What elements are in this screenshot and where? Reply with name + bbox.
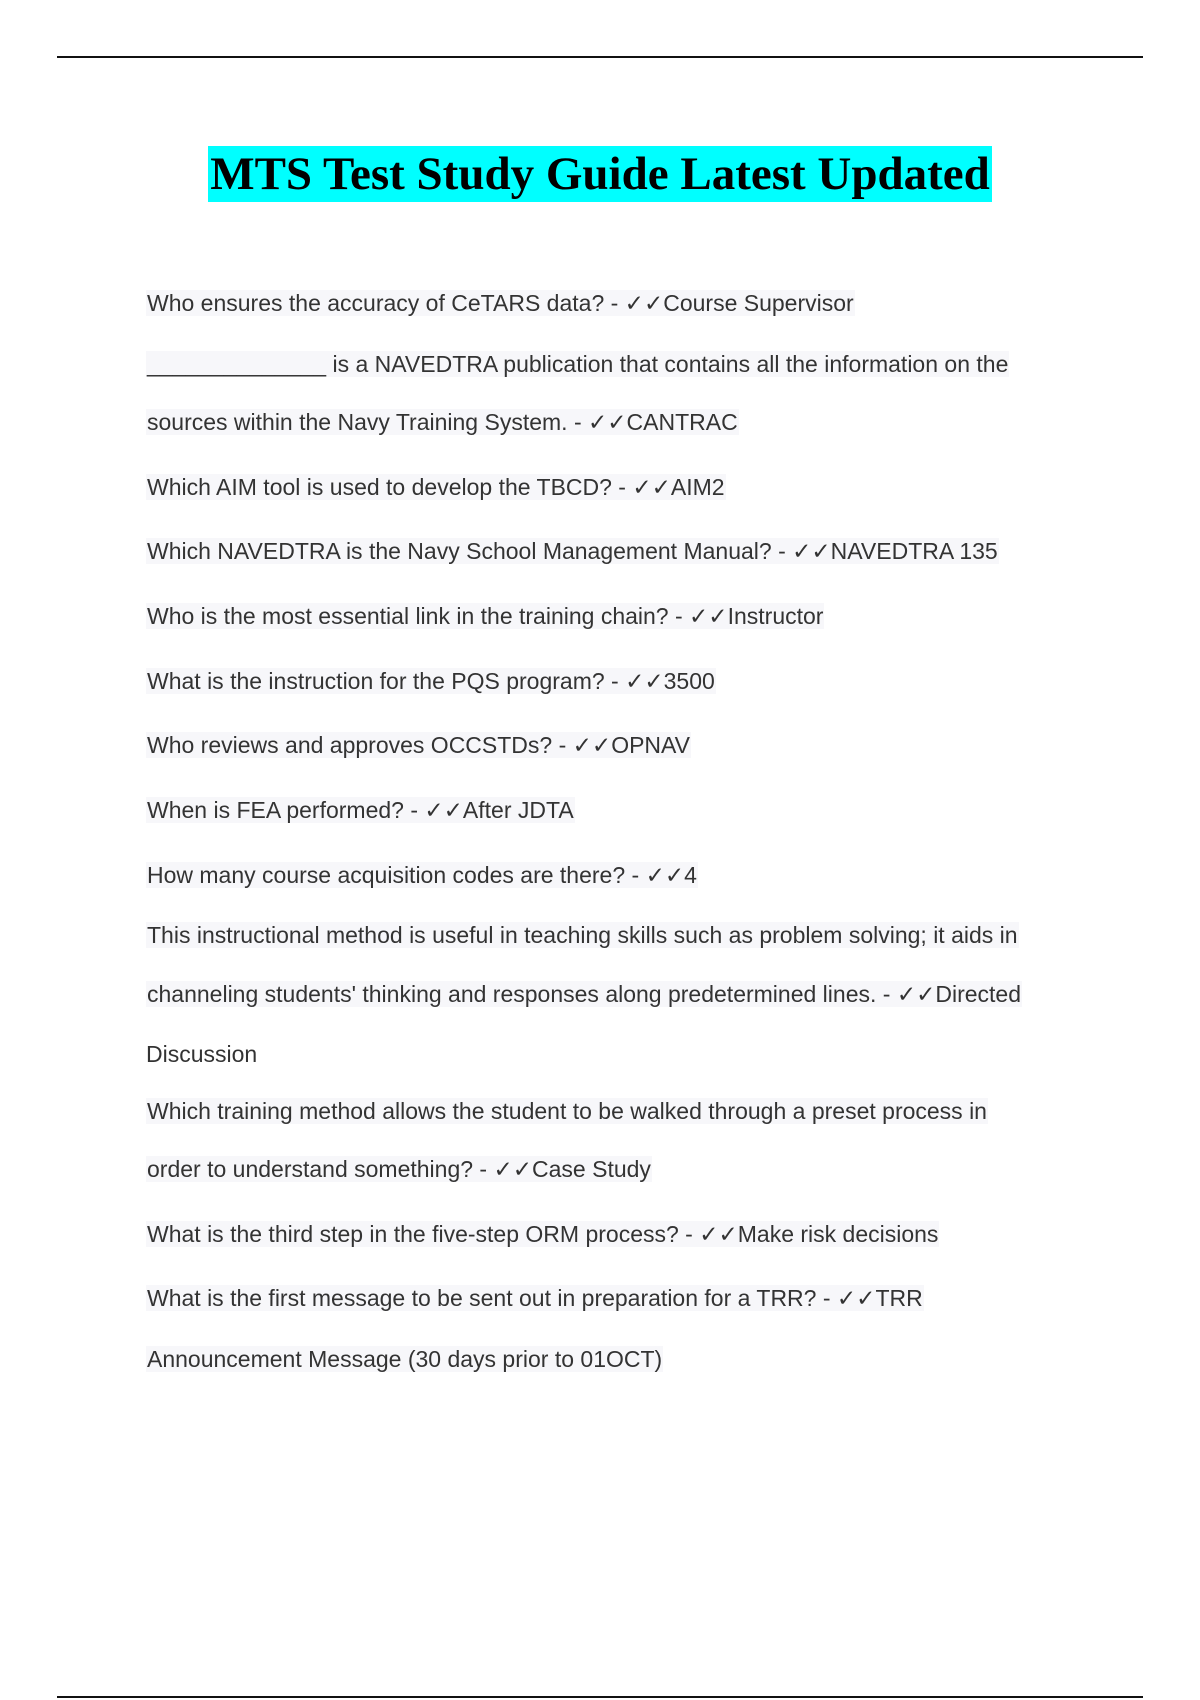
qa-line-text: Who ensures the accuracy of CeTARS data? - ✓✓Course Supervisor — [147, 290, 854, 316]
qa-line-text: Announcement Message (30 days prior to 01OCT) — [147, 1346, 663, 1372]
qa-line-text: channeling students' thinking and responses along predetermined lines. - ✓✓Directed — [147, 981, 1021, 1007]
qa-line-text: Discussion — [146, 1041, 258, 1067]
qa-line-text: order to understand something? - ✓✓Case Study — [147, 1156, 651, 1182]
qa-line-text: How many course acquisition codes are there? - ✓✓4 — [147, 862, 697, 888]
qa-line — [146, 730, 691, 760]
qa-line-text: Which training method allows the student to be walked through a preset process in — [147, 1098, 987, 1124]
qa-line — [146, 1096, 988, 1126]
qa-line-text: Which AIM tool is used to develop the TBCD? - ✓✓AIM2 — [147, 474, 725, 500]
qa-line — [146, 288, 855, 318]
qa-line — [146, 536, 999, 566]
qa-line-text: Which NAVEDTRA is the Navy School Management Manual? - ✓✓NAVEDTRA 135 — [147, 538, 998, 564]
qa-line — [146, 666, 716, 696]
qa-line — [146, 349, 1009, 379]
qa-line — [146, 472, 726, 502]
qa-line — [146, 920, 1019, 950]
qa-line — [146, 795, 575, 825]
qa-line-text: sources within the Navy Training System. - ✓✓CANTRAC — [147, 409, 738, 435]
bottom-rule — [57, 1696, 1143, 1698]
qa-line-text: What is the instruction for the PQS program? - ✓✓3500 — [147, 668, 715, 694]
qa-line — [146, 1154, 652, 1184]
qa-line-text: Who reviews and approves OCCSTDs? - ✓✓OPNAV — [147, 732, 691, 758]
qa-line — [146, 1344, 663, 1374]
qa-line — [146, 601, 824, 631]
qa-line-text: ______________ is a NAVEDTRA publication that contains all the information on the — [147, 351, 1009, 377]
qa-line-text: When is FEA performed? - ✓✓After JDTA — [147, 797, 574, 823]
qa-line — [146, 1039, 257, 1069]
qa-line — [146, 979, 1022, 1009]
qa-line — [146, 407, 739, 437]
qa-line — [146, 1219, 939, 1249]
page-title: MTS Test Study Guide Latest Updated — [210, 148, 990, 200]
qa-line — [146, 1283, 924, 1313]
qa-line-text: Who is the most essential link in the training chain? - ✓✓Instructor — [147, 603, 824, 629]
qa-line-text: What is the first message to be sent out in preparation for a TRR? - ✓✓TRR — [147, 1285, 923, 1311]
qa-line — [146, 860, 698, 890]
qa-line-text: What is the third step in the five-step ORM process? - ✓✓Make risk decisions — [147, 1221, 939, 1247]
qa-line-text: This instructional method is useful in teaching skills such as problem solving; it aids in — [147, 922, 1018, 948]
